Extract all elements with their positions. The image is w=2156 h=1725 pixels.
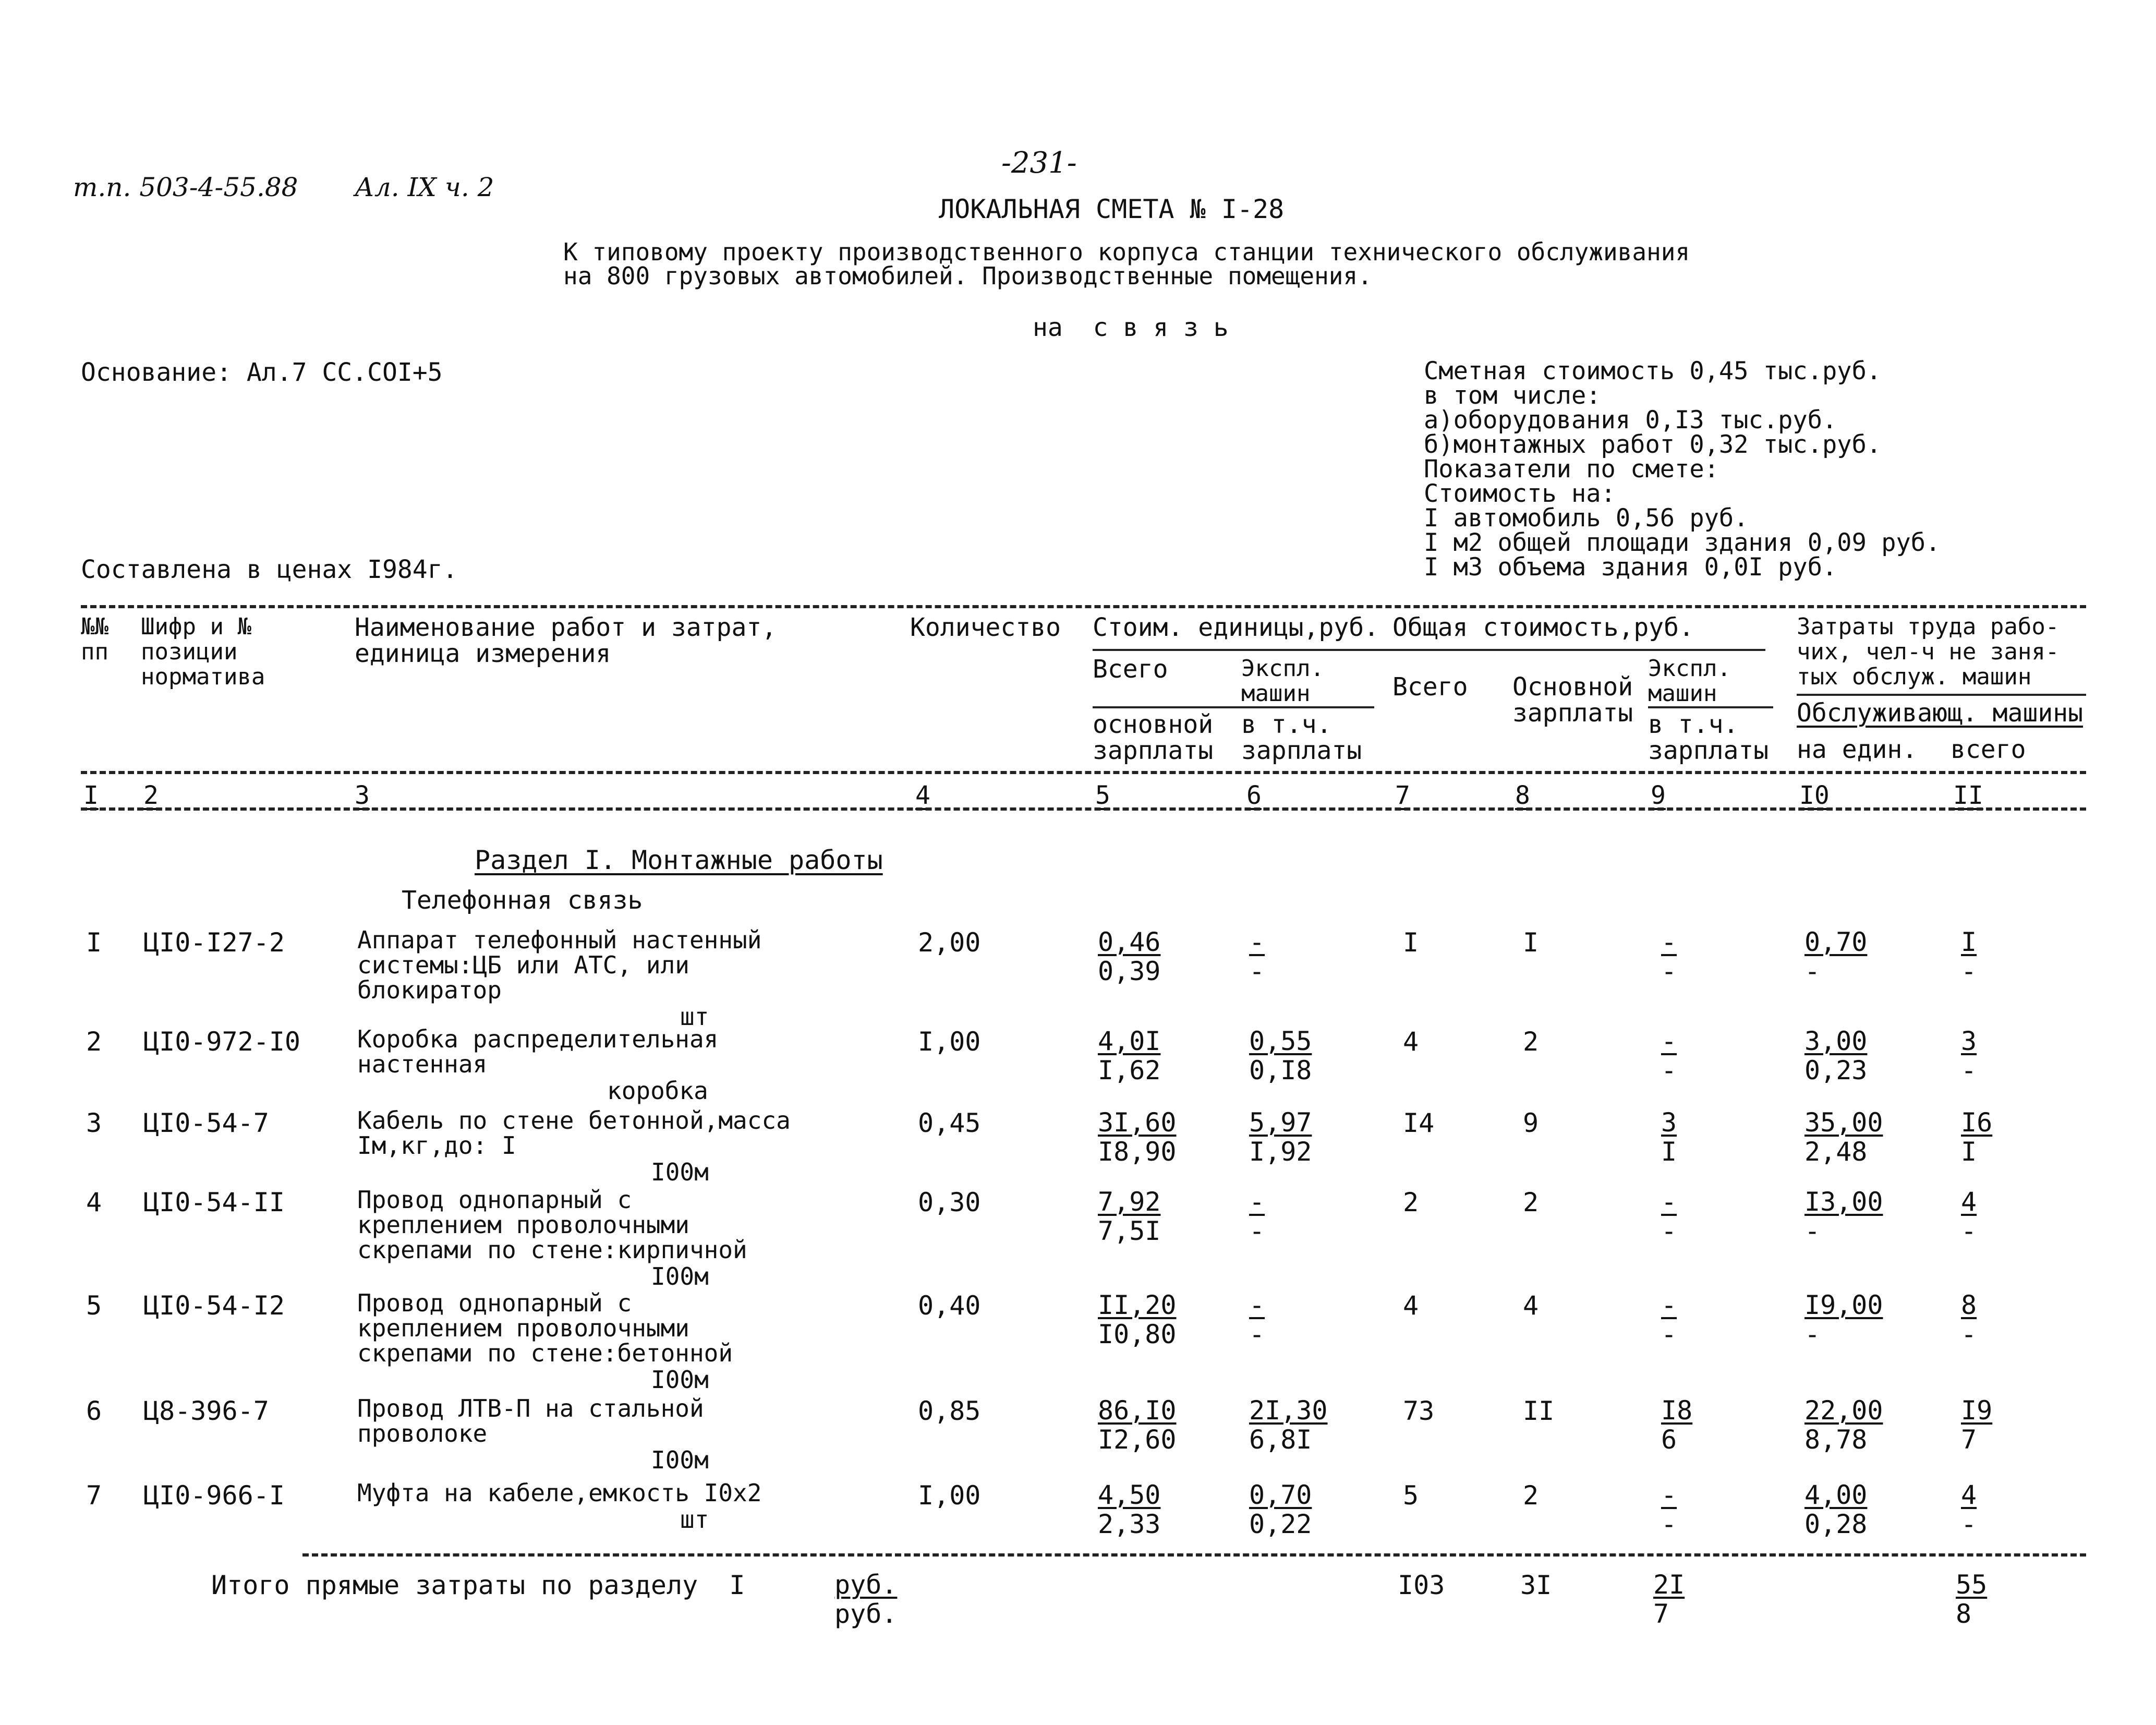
row-total-machine	[1661, 927, 1687, 986]
row-unit-cost	[1098, 1187, 1171, 1246]
row-labor-per-unit-top: 35,00	[1804, 1107, 1883, 1138]
row-machine-cost-bottom: 0,22	[1249, 1509, 1312, 1539]
row-machine-cost	[1249, 1027, 1322, 1085]
row-machine-cost-top: -	[1249, 1187, 1265, 1217]
row-total-machine-top: 3	[1661, 1107, 1677, 1138]
totals-col9-top: 2I	[1653, 1570, 1685, 1600]
row-total-machine-top: -	[1661, 1187, 1677, 1217]
row-labor-total	[1961, 1480, 1987, 1539]
row-number: 7	[86, 1480, 102, 1511]
row-unit-cost-top: II,20	[1098, 1290, 1177, 1320]
totals-col11-bottom: 8	[1956, 1599, 1972, 1629]
row-base-wage: I	[1523, 927, 1539, 958]
row-base-wage: 9	[1523, 1108, 1539, 1138]
row-unit-cost-bottom: 0,39	[1098, 956, 1161, 986]
summary-line: а)оборудования 0,I3 тыс.руб.	[1424, 406, 1837, 435]
row-number: 3	[86, 1108, 102, 1138]
totals-col8: 3I	[1520, 1570, 1552, 1600]
row-total-machine	[1661, 1108, 1687, 1166]
row-machine-cost-top: -	[1249, 1290, 1265, 1320]
row-labor-total-top: 4	[1961, 1480, 1977, 1510]
row-labor-total-top: 8	[1961, 1290, 1977, 1320]
totals-col7: I03	[1398, 1570, 1445, 1600]
row-qty: 0,40	[918, 1290, 981, 1321]
row-total-machine-top: -	[1661, 1480, 1677, 1510]
summary-line: Сметная стоимость 0,45 тыс.руб.	[1424, 357, 1882, 385]
col-labor-header: Затраты труда рабо- чих, чел-ч не заня- тых обслуж. машин	[1797, 613, 2060, 690]
row-machine-cost	[1249, 1290, 1275, 1349]
row-machine-cost-top: 0,55	[1249, 1026, 1312, 1056]
row-code: ЦI0-54-7	[143, 1108, 269, 1138]
col-labor-machines-header: Обслуживающ. машины	[1797, 698, 2084, 728]
row-code: ЦI0-54-I2	[143, 1290, 285, 1321]
subtitle-line-1: К типовому проекту производственного корпуса станции технического обслуживания	[563, 238, 1690, 266]
row-code: ЦI0-54-II	[143, 1187, 285, 1217]
row-total: 2	[1403, 1187, 1419, 1217]
row-total: I4	[1403, 1108, 1435, 1138]
row-total-machine	[1661, 1027, 1687, 1085]
row-unit-cost	[1098, 1290, 1187, 1349]
row-code: Ц8-396-7	[143, 1396, 269, 1426]
row-labor-per-unit	[1804, 1480, 1878, 1539]
summary-line: Показатели по смете:	[1424, 455, 1719, 484]
row-name: Провод однопарный с креплением проволочными скрепами по стене:бетонной	[357, 1289, 733, 1367]
row-labor-total-bottom: -	[1961, 956, 1977, 986]
page-title: ЛОКАЛЬНАЯ СМЕТА № I-28	[939, 194, 1285, 224]
col-number: II	[1953, 781, 1983, 810]
row-number: 4	[86, 1187, 102, 1217]
row-labor-total	[1961, 1027, 1987, 1085]
row-labor-per-unit	[1804, 1187, 1894, 1246]
row-total-machine-top: -	[1661, 927, 1677, 957]
row-labor-per-unit	[1804, 1108, 1894, 1166]
row-unit-cost-bottom: I2,60	[1098, 1425, 1177, 1455]
summary-block	[1424, 359, 1940, 580]
row-labor-total-top: I6	[1961, 1107, 1993, 1138]
row-labor-per-unit-top: 0,70	[1804, 927, 1868, 957]
row-qty: 0,85	[918, 1396, 981, 1426]
row-unit-cost-top: 7,92	[1098, 1187, 1161, 1217]
col11-total-header: всего	[1951, 735, 2026, 764]
row-labor-per-unit-top: 3,00	[1804, 1026, 1868, 1056]
col10-per-unit-header: на един.	[1797, 735, 1918, 764]
row-qty: 0,30	[918, 1187, 981, 1217]
row-machine-cost	[1249, 1480, 1322, 1539]
col-number: 7	[1395, 781, 1410, 810]
row-total-machine	[1661, 1396, 1703, 1454]
col-number: 9	[1651, 781, 1666, 810]
col-number: 2	[143, 781, 159, 810]
col7-all-header: Всего	[1392, 672, 1468, 702]
col5-base-header: основной зарплаты	[1093, 710, 1214, 765]
row-machine-cost	[1249, 927, 1275, 986]
row-code: ЦI0-966-I	[143, 1480, 285, 1511]
basis-text: Основание: Ал.7 СС.СОI+5	[81, 358, 443, 387]
row-labor-per-unit	[1804, 1290, 1894, 1349]
row-total-machine-bottom: -	[1661, 1509, 1677, 1539]
row-qty: 2,00	[918, 927, 981, 958]
col-number: 8	[1515, 781, 1530, 810]
row-machine-cost-top: 0,70	[1249, 1480, 1312, 1510]
row-labor-per-unit	[1804, 1027, 1878, 1085]
row-unit-cost-top: 86,I0	[1098, 1395, 1177, 1426]
subtitle-line-2: на 800 грузовых автомобилей. Производственные помещения.	[563, 262, 1372, 290]
row-total-machine	[1661, 1480, 1687, 1539]
row-unit-cost	[1098, 1480, 1171, 1539]
row-total-machine-bottom: I	[1661, 1137, 1677, 1167]
row-total-machine-top: I8	[1661, 1395, 1693, 1426]
summary-line: в том числе:	[1424, 381, 1601, 410]
summary-line: I м2 общей площади здания 0,09 руб.	[1424, 528, 1941, 557]
row-unit-cost	[1098, 1027, 1171, 1085]
totals-unit-bottom: руб.	[834, 1599, 898, 1629]
row-machine-cost	[1249, 1396, 1338, 1454]
header-mid-dash	[81, 771, 2086, 774]
row-unit-cost-top: 0,46	[1098, 927, 1161, 957]
row-qty: 0,45	[918, 1108, 981, 1138]
row-name: Коробка распределительная настенная	[357, 1025, 719, 1078]
row-base-wage: 2	[1523, 1480, 1539, 1511]
row-unit: шт	[680, 1505, 709, 1534]
header-mid-rule-left	[1093, 706, 1374, 708]
row-unit-cost-top: 4,0I	[1098, 1026, 1161, 1056]
row-unit: коробка	[607, 1077, 708, 1105]
album-reference: Ал. IX ч. 2	[355, 172, 494, 202]
col-number: 5	[1095, 781, 1110, 810]
row-labor-total	[1961, 927, 1987, 986]
section-subtitle: Телефонная связь	[402, 886, 643, 915]
row-machine-cost	[1249, 1187, 1275, 1246]
page-number: -231-	[1001, 146, 1077, 180]
row-name: Муфта на кабеле,емкость I0х2	[357, 1479, 762, 1507]
row-machine-cost-bottom: 0,I8	[1249, 1055, 1312, 1085]
row-unit-cost-top: 3I,60	[1098, 1107, 1177, 1138]
row-labor-per-unit-top: I9,00	[1804, 1290, 1883, 1320]
row-total: 73	[1403, 1396, 1435, 1426]
row-total-machine	[1661, 1187, 1687, 1246]
totals-unit-top: руб.	[834, 1570, 898, 1600]
totals-col9-bottom: 7	[1653, 1599, 1669, 1629]
row-machine-cost-bottom: I,92	[1249, 1137, 1312, 1167]
row-labor-total-top: 3	[1961, 1026, 1977, 1056]
row-labor-total	[1961, 1187, 1987, 1246]
row-name: Провод ЛТВ-П на стальной проволоке	[357, 1394, 704, 1447]
summary-line: б)монтажных работ 0,32 тыс.руб.	[1424, 430, 1882, 459]
row-total: 5	[1403, 1480, 1419, 1511]
row-machine-cost-bottom: 6,8I	[1249, 1425, 1312, 1455]
header-mid-rule-right	[1648, 706, 1773, 708]
row-labor-per-unit-top: I3,00	[1804, 1187, 1883, 1217]
col-number: I	[83, 781, 99, 810]
row-labor-per-unit	[1804, 1396, 1894, 1454]
row-labor-total	[1961, 1108, 2003, 1166]
row-number: 6	[86, 1396, 102, 1426]
totals-label: Итого прямые затраты по разделу I	[211, 1570, 745, 1600]
labor-sub-rule	[1797, 694, 2086, 696]
row-labor-total-top: 4	[1961, 1187, 1977, 1217]
col-number: 6	[1246, 781, 1262, 810]
col-qty-header: Количество	[910, 613, 1061, 642]
row-number: 2	[86, 1027, 102, 1057]
row-labor-total-bottom: I	[1961, 1137, 1977, 1167]
row-unit-cost	[1098, 927, 1171, 986]
row-unit: I00м	[651, 1158, 709, 1186]
col-name-header: Наименование работ и затрат, единица измерения	[355, 613, 777, 668]
row-labor-total-bottom: -	[1961, 1509, 1977, 1539]
row-labor-per-unit-top: 22,00	[1804, 1395, 1883, 1426]
row-code: ЦI0-972-I0	[143, 1027, 301, 1057]
row-labor-per-unit-bottom: -	[1804, 956, 1821, 986]
row-unit-cost-top: 4,50	[1098, 1480, 1161, 1510]
row-qty: I,00	[918, 1027, 981, 1057]
row-unit: шт	[680, 1003, 709, 1031]
row-labor-per-unit	[1804, 927, 1878, 986]
prices-year: Составлена в ценах I984г.	[81, 555, 458, 584]
row-total-machine-bottom: -	[1661, 956, 1677, 986]
row-unit-cost-bottom: I0,80	[1098, 1319, 1177, 1349]
row-labor-per-unit-bottom: 2,48	[1804, 1137, 1868, 1167]
row-machine-cost-bottom: -	[1249, 1216, 1265, 1246]
row-number: 5	[86, 1290, 102, 1321]
row-labor-per-unit-bottom: 0,28	[1804, 1509, 1868, 1539]
row-number: I	[86, 927, 102, 958]
row-unit-cost	[1098, 1396, 1187, 1454]
totals-rule	[302, 1553, 2086, 1557]
row-unit-cost-bottom: 7,5I	[1098, 1216, 1161, 1246]
row-total-machine-top: -	[1661, 1026, 1677, 1056]
row-labor-per-unit-bottom: -	[1804, 1216, 1821, 1246]
row-code: ЦI0-I27-2	[143, 927, 285, 958]
col-number: 3	[355, 781, 370, 810]
col6-expl-header: Экспл. машин	[1241, 655, 1324, 707]
row-labor-per-unit-bottom: 8,78	[1804, 1425, 1868, 1455]
row-labor-total-top: I	[1961, 927, 1977, 957]
col-unit-cost-header: Стоим. единицы,руб.	[1093, 613, 1379, 642]
row-labor-per-unit-top: 4,00	[1804, 1480, 1868, 1510]
col8-base-header: Основной зарплаты	[1512, 672, 1633, 728]
summary-line: I автомобиль 0,56 руб.	[1424, 504, 1749, 533]
summary-line: Стоимость на:	[1424, 479, 1616, 508]
row-unit: I00м	[651, 1366, 709, 1394]
header-bottom-rule	[81, 807, 2086, 811]
section-title: Раздел I. Монтажные работы	[475, 845, 883, 875]
row-total-machine	[1661, 1290, 1687, 1349]
row-machine-cost-bottom: -	[1249, 956, 1265, 986]
document-code: т.п. 503-4-55.88	[73, 172, 298, 202]
row-machine-cost-top: -	[1249, 927, 1265, 957]
row-labor-total-bottom: -	[1961, 1055, 1977, 1085]
row-unit-cost-bottom: 2,33	[1098, 1509, 1161, 1539]
row-unit-cost	[1098, 1108, 1187, 1166]
row-labor-total-bottom: 7	[1961, 1425, 1977, 1455]
row-unit-cost-bottom: I,62	[1098, 1055, 1161, 1085]
col9-expl-header: Экспл. машин	[1648, 655, 1731, 707]
row-unit: I00м	[651, 1446, 709, 1474]
col-number: I0	[1799, 781, 1830, 810]
row-total: 4	[1403, 1290, 1419, 1321]
row-base-wage: 2	[1523, 1187, 1539, 1217]
row-total-machine-bottom: -	[1661, 1319, 1677, 1349]
row-labor-total	[1961, 1396, 2003, 1454]
col-num-header: №№ пп	[81, 613, 108, 665]
row-labor-total-bottom: -	[1961, 1319, 1977, 1349]
row-qty: I,00	[918, 1480, 981, 1511]
totals-col11	[1956, 1570, 1997, 1629]
row-labor-total	[1961, 1290, 1987, 1349]
row-total-machine-bottom: -	[1661, 1216, 1677, 1246]
row-base-wage: 4	[1523, 1290, 1539, 1321]
totals-col11-top: 55	[1956, 1570, 1988, 1600]
row-unit-cost-bottom: I8,90	[1098, 1137, 1177, 1167]
col-total-cost-header: Общая стоимость,руб.	[1392, 613, 1694, 642]
row-labor-per-unit-bottom: -	[1804, 1319, 1821, 1349]
totals-col9	[1653, 1570, 1695, 1629]
totals-unit	[834, 1570, 907, 1629]
row-name: Кабель по стене бетонной,масса Iм,кг,до: I	[357, 1106, 791, 1160]
summary-line: I м3 объема здания 0,0I руб.	[1424, 553, 1837, 582]
row-machine-cost	[1249, 1108, 1322, 1166]
col5-all-header: Всего	[1093, 655, 1168, 684]
row-labor-per-unit-bottom: 0,23	[1804, 1055, 1868, 1085]
row-base-wage: II	[1523, 1396, 1555, 1426]
estimate-subject: на с в я з ь	[1033, 313, 1229, 342]
header-sub-rule	[1093, 649, 1765, 651]
row-unit: I00м	[651, 1262, 709, 1290]
row-total: 4	[1403, 1027, 1419, 1057]
row-total-machine-bottom: -	[1661, 1055, 1677, 1085]
row-machine-cost-bottom: -	[1249, 1319, 1265, 1349]
row-base-wage: 2	[1523, 1027, 1539, 1057]
row-name: Аппарат телефонный настенный системы:ЦБ или АТС, или блокиратор	[357, 926, 762, 1004]
col6-incl-header: в т.ч. зарплаты	[1241, 710, 1362, 765]
row-labor-total-bottom: -	[1961, 1216, 1977, 1246]
row-total-machine-bottom: 6	[1661, 1425, 1677, 1455]
row-labor-total-top: I9	[1961, 1395, 1993, 1426]
col-number: 4	[915, 781, 930, 810]
col9-incl-header: в т.ч. зарплаты	[1648, 710, 1769, 765]
row-machine-cost-top: 2I,30	[1249, 1395, 1328, 1426]
row-name: Провод однопарный с креплением проволочными скрепами по стене:кирпичной	[357, 1186, 747, 1264]
header-top-rule	[81, 605, 2086, 608]
row-total-machine-top: -	[1661, 1290, 1677, 1320]
row-total: I	[1403, 927, 1419, 958]
row-machine-cost-top: 5,97	[1249, 1107, 1312, 1138]
col-code-header: Шифр и № позиции норматива	[141, 613, 265, 690]
